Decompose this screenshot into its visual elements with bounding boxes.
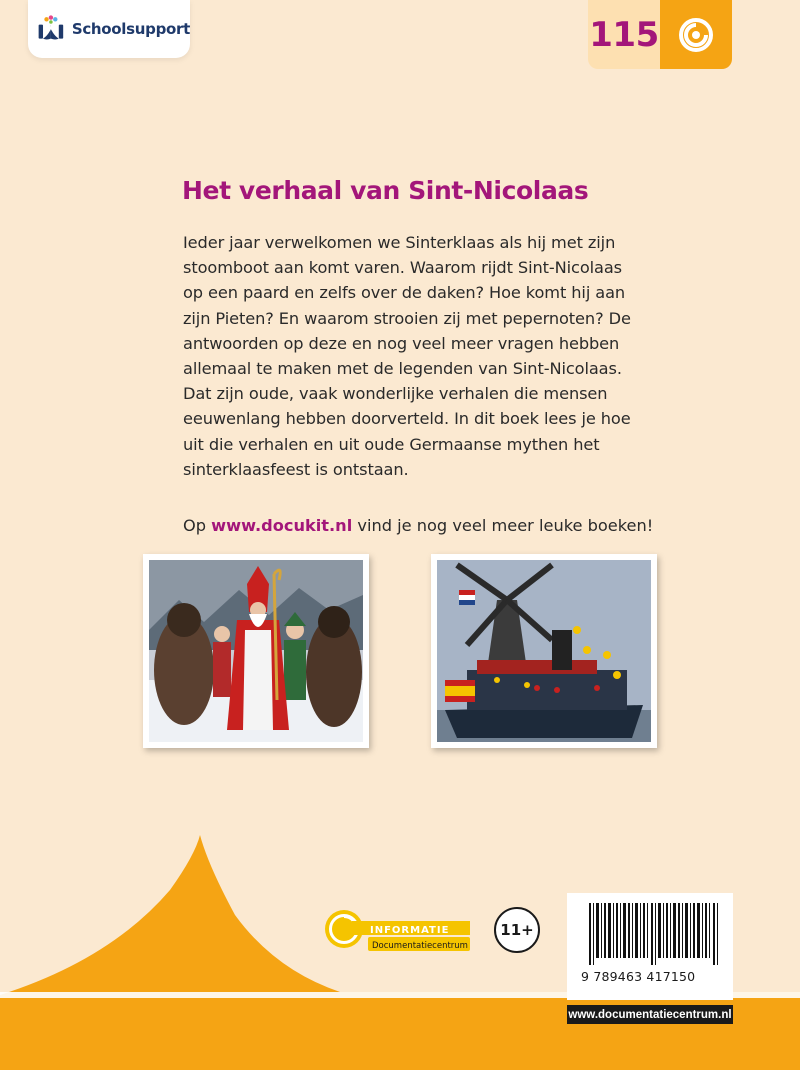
schoolsupport-logo-icon <box>36 12 66 46</box>
page-title: Het verhaal van Sint-Nicolaas <box>182 176 589 205</box>
description-line: eeuwenlang hebben doorverteld. In dit boek lees je hoe <box>183 409 631 429</box>
isbn-number: 9 789463 417150 <box>581 969 696 984</box>
swirl-logo-icon <box>660 0 732 69</box>
website-prefix: Op <box>183 516 212 535</box>
docukit-link[interactable]: www.docukit.nl <box>211 516 353 535</box>
age-badge: 11+ <box>494 907 540 953</box>
barcode-box <box>567 893 733 1000</box>
description-line: Dat zijn oude, vaak wonderlijke verhalen die mensen <box>183 384 608 404</box>
website-line <box>183 513 653 538</box>
informatie-logo-icon <box>322 905 472 955</box>
brand-name: Schoolsupport <box>71 20 190 38</box>
description-line: Ieder jaar verwelkomen we Sinterklaas als hij met zijn <box>183 233 616 252</box>
schoolsupport-brand <box>28 0 190 58</box>
description-line: zijn Pieten? En waarom strooien zij met pepernoten? De <box>183 308 631 328</box>
website-suffix: vind je nog veel meer leuke boeken! <box>352 516 654 535</box>
description-line: op een paard en zelfs over de daken? Hoe komt hij aan <box>183 283 626 303</box>
informatie-sub: Documentatiecentrum <box>372 941 468 951</box>
description-line: stoomboot aan komt varen. Waarom rijdt Sint-Nicolaas <box>183 258 622 278</box>
series-number: 115 <box>588 0 660 69</box>
series-number-badge <box>588 0 732 69</box>
documentatiecentrum-link[interactable]: www.documentatiecentrum.nl <box>567 1005 733 1024</box>
steamboat-windmill-photo <box>431 554 657 748</box>
description-line: allemaal te maken met de legenden van Sint-Nicolaas. <box>183 359 622 379</box>
sinterklaas-snow-photo <box>143 554 369 748</box>
description-line: uit die verhalen en uit oude Germaanse mythen het <box>183 434 600 454</box>
informatie-label: INFORMATIE <box>370 925 450 936</box>
barcode <box>589 903 719 965</box>
description <box>183 230 633 482</box>
description-line: sinterklaasfeest is ontstaan. <box>183 459 409 479</box>
description-line: antwoorden op deze en nog veel meer vragen hebben <box>183 333 620 353</box>
